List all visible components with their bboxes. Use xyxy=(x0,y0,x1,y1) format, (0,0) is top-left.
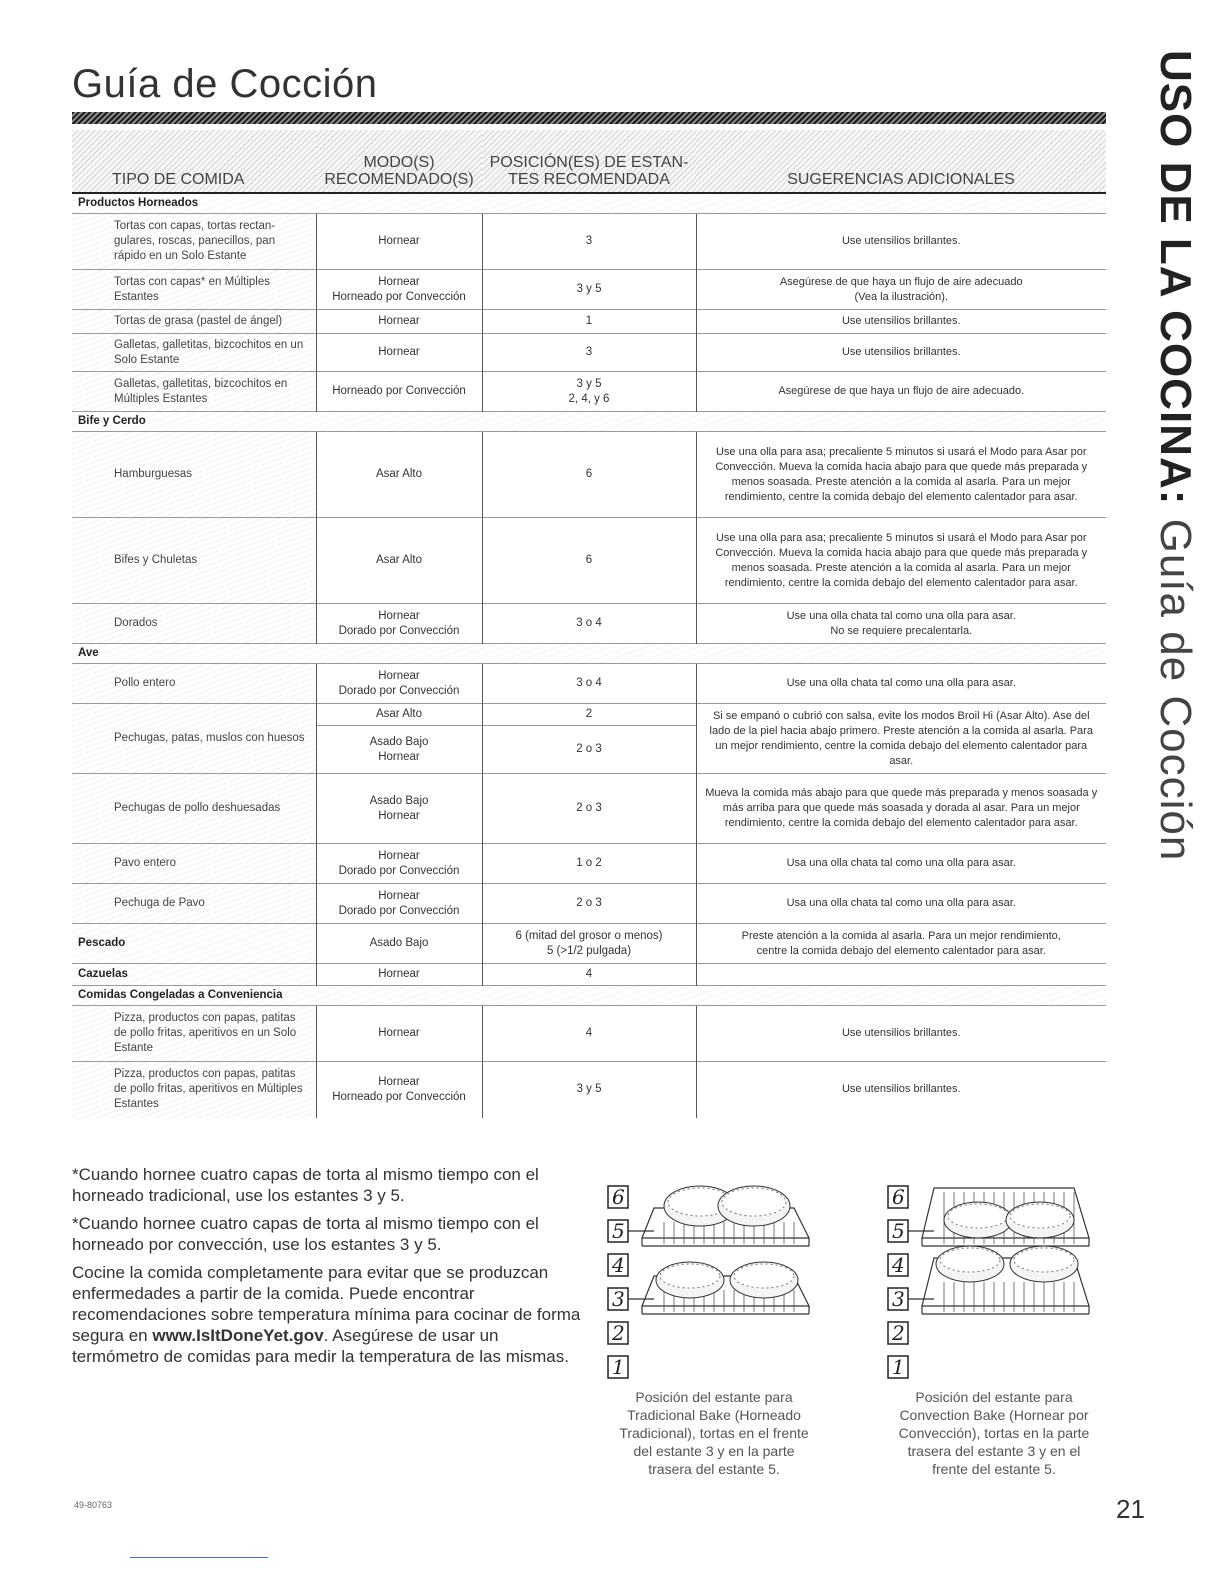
header-mode-line2: RECOMENDADO(S) xyxy=(324,171,474,188)
caption-line: trasera del estante 5. xyxy=(648,1461,780,1477)
position-cell: 3 y 5 xyxy=(482,1062,696,1118)
header-food-type: TIPO DE COMIDA xyxy=(72,130,316,193)
caption-line: Posición del estante para xyxy=(915,1389,1073,1405)
rack-label-6: 6 xyxy=(892,1185,905,1209)
tip-cell xyxy=(696,604,1106,644)
position-cell: 3 y 5 xyxy=(482,270,696,310)
tip-line: centre la comida debajo del elemento calentador para asar. xyxy=(756,944,1046,957)
category-casseroles: Cazuelas xyxy=(72,964,316,986)
mode-cell xyxy=(316,774,482,844)
food-cell: Pizza, productos con papas, patitas de pollo fritas, aperitivos en Múltiples Estantes xyxy=(72,1062,316,1118)
cooking-guide-table xyxy=(72,130,1106,1118)
mode-line: Hornear xyxy=(378,609,420,622)
table-row xyxy=(72,664,1106,704)
mode-line: Asado Bajo xyxy=(369,735,429,748)
rack-label-5: 5 xyxy=(892,1219,905,1243)
food-cell: Tortas con capas, tortas rectan-gulares, roscas, panecillos, pan rápido en un Solo Estante xyxy=(72,214,316,270)
caption-line: Convection Bake (Hornear por xyxy=(899,1407,1089,1423)
bottom-divider xyxy=(130,1557,268,1558)
side-title-light: Guía de Cocción xyxy=(1151,518,1200,862)
mode-cell: Hornear xyxy=(316,334,482,372)
position-cell xyxy=(482,372,696,412)
category-poultry: Ave xyxy=(72,644,1106,664)
position-cell: 4 xyxy=(482,964,696,986)
mode-line: Horneado por Convección xyxy=(332,290,466,303)
header-tips: SUGERENCIAS ADICIONALES xyxy=(696,130,1106,193)
caption-line: Convección), tortas en la parte xyxy=(898,1425,1090,1441)
side-section-title xyxy=(1136,50,1200,862)
category-row xyxy=(72,412,1106,432)
rack-label-6: 6 xyxy=(612,1185,625,1209)
tip-cell: Use utensilios brillantes. xyxy=(696,214,1106,270)
tip-cell: Use utensilios brillantes. xyxy=(696,334,1106,372)
table-row xyxy=(72,432,1106,518)
mode-cell: Asar Alto xyxy=(316,704,482,726)
side-title-bold: USO DE LA COCINA: xyxy=(1151,50,1200,506)
food-cell: Galletas, galletitas, bizcochitos en un Solo Estante xyxy=(72,334,316,372)
rack-label-2: 2 xyxy=(892,1321,905,1345)
tip-cell xyxy=(696,270,1106,310)
category-fish: Pescado xyxy=(72,924,316,964)
position-cell: 2 o 3 xyxy=(482,884,696,924)
mode-line: Hornear xyxy=(378,809,420,822)
tip-cell: Si se empanó o cubrió con salsa, evite los modos Broil Hi (Asar Alto). Ase del lado de la piel hacia abajo primero. Preste atención a la comida al asarla. Para un mejor rendimiento, centre la comida debajo del elemento calentador para asar. xyxy=(696,704,1106,774)
rack-label-2: 2 xyxy=(612,1321,625,1345)
category-frozen: Comidas Congeladas a Conveniencia xyxy=(72,986,1106,1006)
tip-cell: Use una olla chata tal como una olla para asar. xyxy=(696,664,1106,704)
tip-cell: Usa una olla chata tal como una olla para asar. xyxy=(696,844,1106,884)
tip-cell: Use utensilios brillantes. xyxy=(696,1006,1106,1062)
table-row xyxy=(72,1006,1106,1062)
position-cell: 2 xyxy=(482,704,696,726)
tip-line: No se requiere precalentarla. xyxy=(830,624,973,637)
mode-line: Dorado por Convección xyxy=(338,684,460,697)
rack-label-3: 3 xyxy=(612,1287,625,1311)
mode-cell xyxy=(316,1062,482,1118)
caption-line: trasera del estante 3 y en el xyxy=(907,1443,1081,1459)
food-cell: Hamburguesas xyxy=(72,432,316,518)
mode-cell xyxy=(316,270,482,310)
caption-convection-bake xyxy=(874,1388,1114,1478)
rack-label-4: 4 xyxy=(612,1253,625,1277)
food-cell: Tortas con capas* en Múltiples Estantes xyxy=(72,270,316,310)
rack-label-5: 5 xyxy=(612,1219,625,1243)
table-row xyxy=(72,604,1106,644)
caption-line: Tradicional), tortas en el frente xyxy=(619,1425,809,1441)
tip-cell: Mueva la comida más abajo para que quede más preparada y menos soasada y más arriba para que quede más soasada y dorada al asar. Para un mejor rendimiento, centre la comida debajo del elemento calentador para asar. xyxy=(696,774,1106,844)
position-cell: 3 xyxy=(482,214,696,270)
food-cell: Pechuga de Pavo xyxy=(72,884,316,924)
mode-cell xyxy=(316,844,482,884)
figure-traditional-bake xyxy=(594,1178,834,1478)
note-food-safety-text-end: . Asegúrese de usar un termómetro de comidas para medir la temperatura de las mismas. xyxy=(72,1326,569,1366)
position-cell: 6 xyxy=(482,518,696,604)
position-cell: 2 o 3 xyxy=(482,726,696,774)
mode-line: Hornear xyxy=(378,849,420,862)
mode-cell: Asado Bajo xyxy=(316,924,482,964)
mode-cell xyxy=(316,664,482,704)
mode-cell xyxy=(316,604,482,644)
position-cell: 4 xyxy=(482,1006,696,1062)
header-position-line2: TES RECOMENDADA xyxy=(508,171,670,188)
rack-label-3: 3 xyxy=(892,1287,905,1311)
mode-line: Dorado por Convección xyxy=(338,624,460,637)
header-position xyxy=(482,130,696,193)
tip-cell: Asegúrese de que haya un flujo de aire adecuado. xyxy=(696,372,1106,412)
food-cell: Pollo entero xyxy=(72,664,316,704)
food-cell: Galletas, galletitas, bizcochitos en Múltiples Estantes xyxy=(72,372,316,412)
category-row xyxy=(72,193,1106,214)
position-cell: 3 xyxy=(482,334,696,372)
rack-label-1: 1 xyxy=(892,1355,905,1379)
table-row xyxy=(72,518,1106,604)
mode-line: Hornear xyxy=(378,275,420,288)
mode-line: Asado Bajo xyxy=(369,794,429,807)
mode-line: Dorado por Convección xyxy=(338,904,460,917)
header-position-line1: POSICIÓN(ES) DE ESTAN- xyxy=(489,154,689,171)
title-rule xyxy=(72,112,1106,124)
mode-cell: Hornear xyxy=(316,1006,482,1062)
table-row xyxy=(72,214,1106,270)
table-row xyxy=(72,774,1106,844)
mode-cell: Asar Alto xyxy=(316,432,482,518)
table-row xyxy=(72,1062,1106,1118)
table-row xyxy=(72,334,1106,372)
table-row xyxy=(72,310,1106,334)
tip-cell: Use una olla para asa; precaliente 5 minutos si usará el Modo para Asar por Convección. Mueva la comida hacia abajo para que quede más preparada y menos soasada. Preste atención a la comida al asarla. Para un mejor rendimiento, centre la comida debajo del elemento calentador para asar. xyxy=(696,518,1106,604)
note-traditional: *Cuando hornee cuatro capas de torta al mismo tiempo con el horneado tradicional, use los estantes 3 y 5. xyxy=(72,1165,539,1205)
mode-cell: Hornear xyxy=(316,310,482,334)
document-number: 49-80763 xyxy=(74,1500,113,1510)
tip-line: Preste atención a la comida al asarla. Para un mejor rendimiento, xyxy=(741,929,1061,942)
position-line: 2, 4, y 6 xyxy=(568,392,610,405)
position-cell: 2 o 3 xyxy=(482,774,696,844)
table-row xyxy=(72,884,1106,924)
oven-rack-diagram xyxy=(594,1178,834,1384)
food-cell: Bifes y Chuletas xyxy=(72,518,316,604)
tip-cell: Usa una olla chata tal como una olla para asar. xyxy=(696,884,1106,924)
page-number: 21 xyxy=(1116,1494,1145,1524)
position-cell: 6 xyxy=(482,432,696,518)
table-row xyxy=(72,372,1106,412)
table-row xyxy=(72,924,1106,964)
tip-line: (Vea la ilustración). xyxy=(854,290,949,303)
tip-cell xyxy=(696,964,1106,986)
category-baked: Productos Horneados xyxy=(72,193,1106,214)
food-cell: Pavo entero xyxy=(72,844,316,884)
tip-cell: Use utensilios brillantes. xyxy=(696,1062,1106,1118)
caption-line: Tradicional Bake (Horneado xyxy=(627,1407,801,1423)
position-cell: 3 o 4 xyxy=(482,604,696,644)
mode-line: Hornear xyxy=(378,1075,420,1088)
position-cell: 3 o 4 xyxy=(482,664,696,704)
page-title: Guía de Cocción xyxy=(72,62,378,106)
tip-cell xyxy=(696,924,1106,964)
table-row xyxy=(72,704,1106,726)
mode-line: Hornear xyxy=(378,669,420,682)
mode-cell xyxy=(316,884,482,924)
food-cell: Tortas de grasa (pastel de ángel) xyxy=(72,310,316,334)
mode-line: Horneado por Convección xyxy=(332,1090,466,1103)
table-row xyxy=(72,270,1106,310)
caption-line: frente del estante 5. xyxy=(932,1461,1056,1477)
food-cell: Pizza, productos con papas, patitas de pollo fritas, aperitivos en un Solo Estante xyxy=(72,1006,316,1062)
position-cell: 1 xyxy=(482,310,696,334)
rack-label-4: 4 xyxy=(892,1253,905,1277)
category-row xyxy=(72,644,1106,664)
figure-convection-bake xyxy=(874,1178,1114,1478)
tip-line: Use una olla chata tal como una olla para asar. xyxy=(786,609,1016,622)
table-header-row xyxy=(72,130,1106,193)
note-convection: *Cuando hornee cuatro capas de torta al mismo tiempo con el horneado por convección, use los estantes 3 y 5. xyxy=(72,1214,539,1254)
category-row xyxy=(72,986,1106,1006)
mode-cell: Hornear xyxy=(316,964,482,986)
tip-line: Asegúrese de que haya un flujo de aire adecuado xyxy=(779,275,1023,288)
table-row xyxy=(72,844,1106,884)
tip-cell: Use utensilios brillantes. xyxy=(696,310,1106,334)
caption-line: Posición del estante para xyxy=(635,1389,793,1405)
mode-cell: Hornear xyxy=(316,214,482,270)
caption-line: del estante 3 y en la parte xyxy=(633,1443,795,1459)
note-food-safety xyxy=(72,1262,582,1367)
mode-cell: Horneado por Convección xyxy=(316,372,482,412)
tip-cell: Use una olla para asa; precaliente 5 minutos si usará el Modo para Asar por Convección. Mueva la comida hacia abajo para que quede más preparada y menos soasada. Preste atención a la comida al asarla. Para un mejor rendimiento, centre la comida debajo del elemento calentador para asar. xyxy=(696,432,1106,518)
oven-rack-diagram xyxy=(874,1178,1114,1384)
header-mode-line1: MODO(S) xyxy=(363,154,435,171)
rack-label-1: 1 xyxy=(612,1355,625,1379)
caption-traditional-bake xyxy=(594,1388,834,1478)
mode-line: Hornear xyxy=(378,750,420,763)
position-line: 6 (mitad del grosor o menos) xyxy=(515,929,663,942)
category-meat: Bife y Cerdo xyxy=(72,412,1106,432)
table-row xyxy=(72,964,1106,986)
position-line: 3 y 5 xyxy=(576,377,602,390)
food-cell: Pechugas de pollo deshuesadas xyxy=(72,774,316,844)
food-safety-link[interactable]: www.IsItDoneYet.gov xyxy=(152,1326,324,1345)
mode-line: Hornear xyxy=(378,889,420,902)
food-cell: Pechugas, patas, muslos con huesos xyxy=(72,704,316,774)
position-cell xyxy=(482,924,696,964)
position-cell: 1 o 2 xyxy=(482,844,696,884)
header-mode xyxy=(316,130,482,193)
mode-cell xyxy=(316,726,482,774)
note-food-safety-text: Cocine la comida completamente para evitar que se produzcan enfermedades a partir de la comida. Puede encontrar recomendaciones sobre temperatura mínima para cocinar de forma segura en xyxy=(72,1263,581,1345)
food-cell: Dorados xyxy=(72,604,316,644)
mode-cell: Asar Alto xyxy=(316,518,482,604)
notes-block xyxy=(72,1164,582,1374)
position-line: 5 (>1/2 pulgada) xyxy=(546,944,632,957)
mode-line: Dorado por Convección xyxy=(338,864,460,877)
